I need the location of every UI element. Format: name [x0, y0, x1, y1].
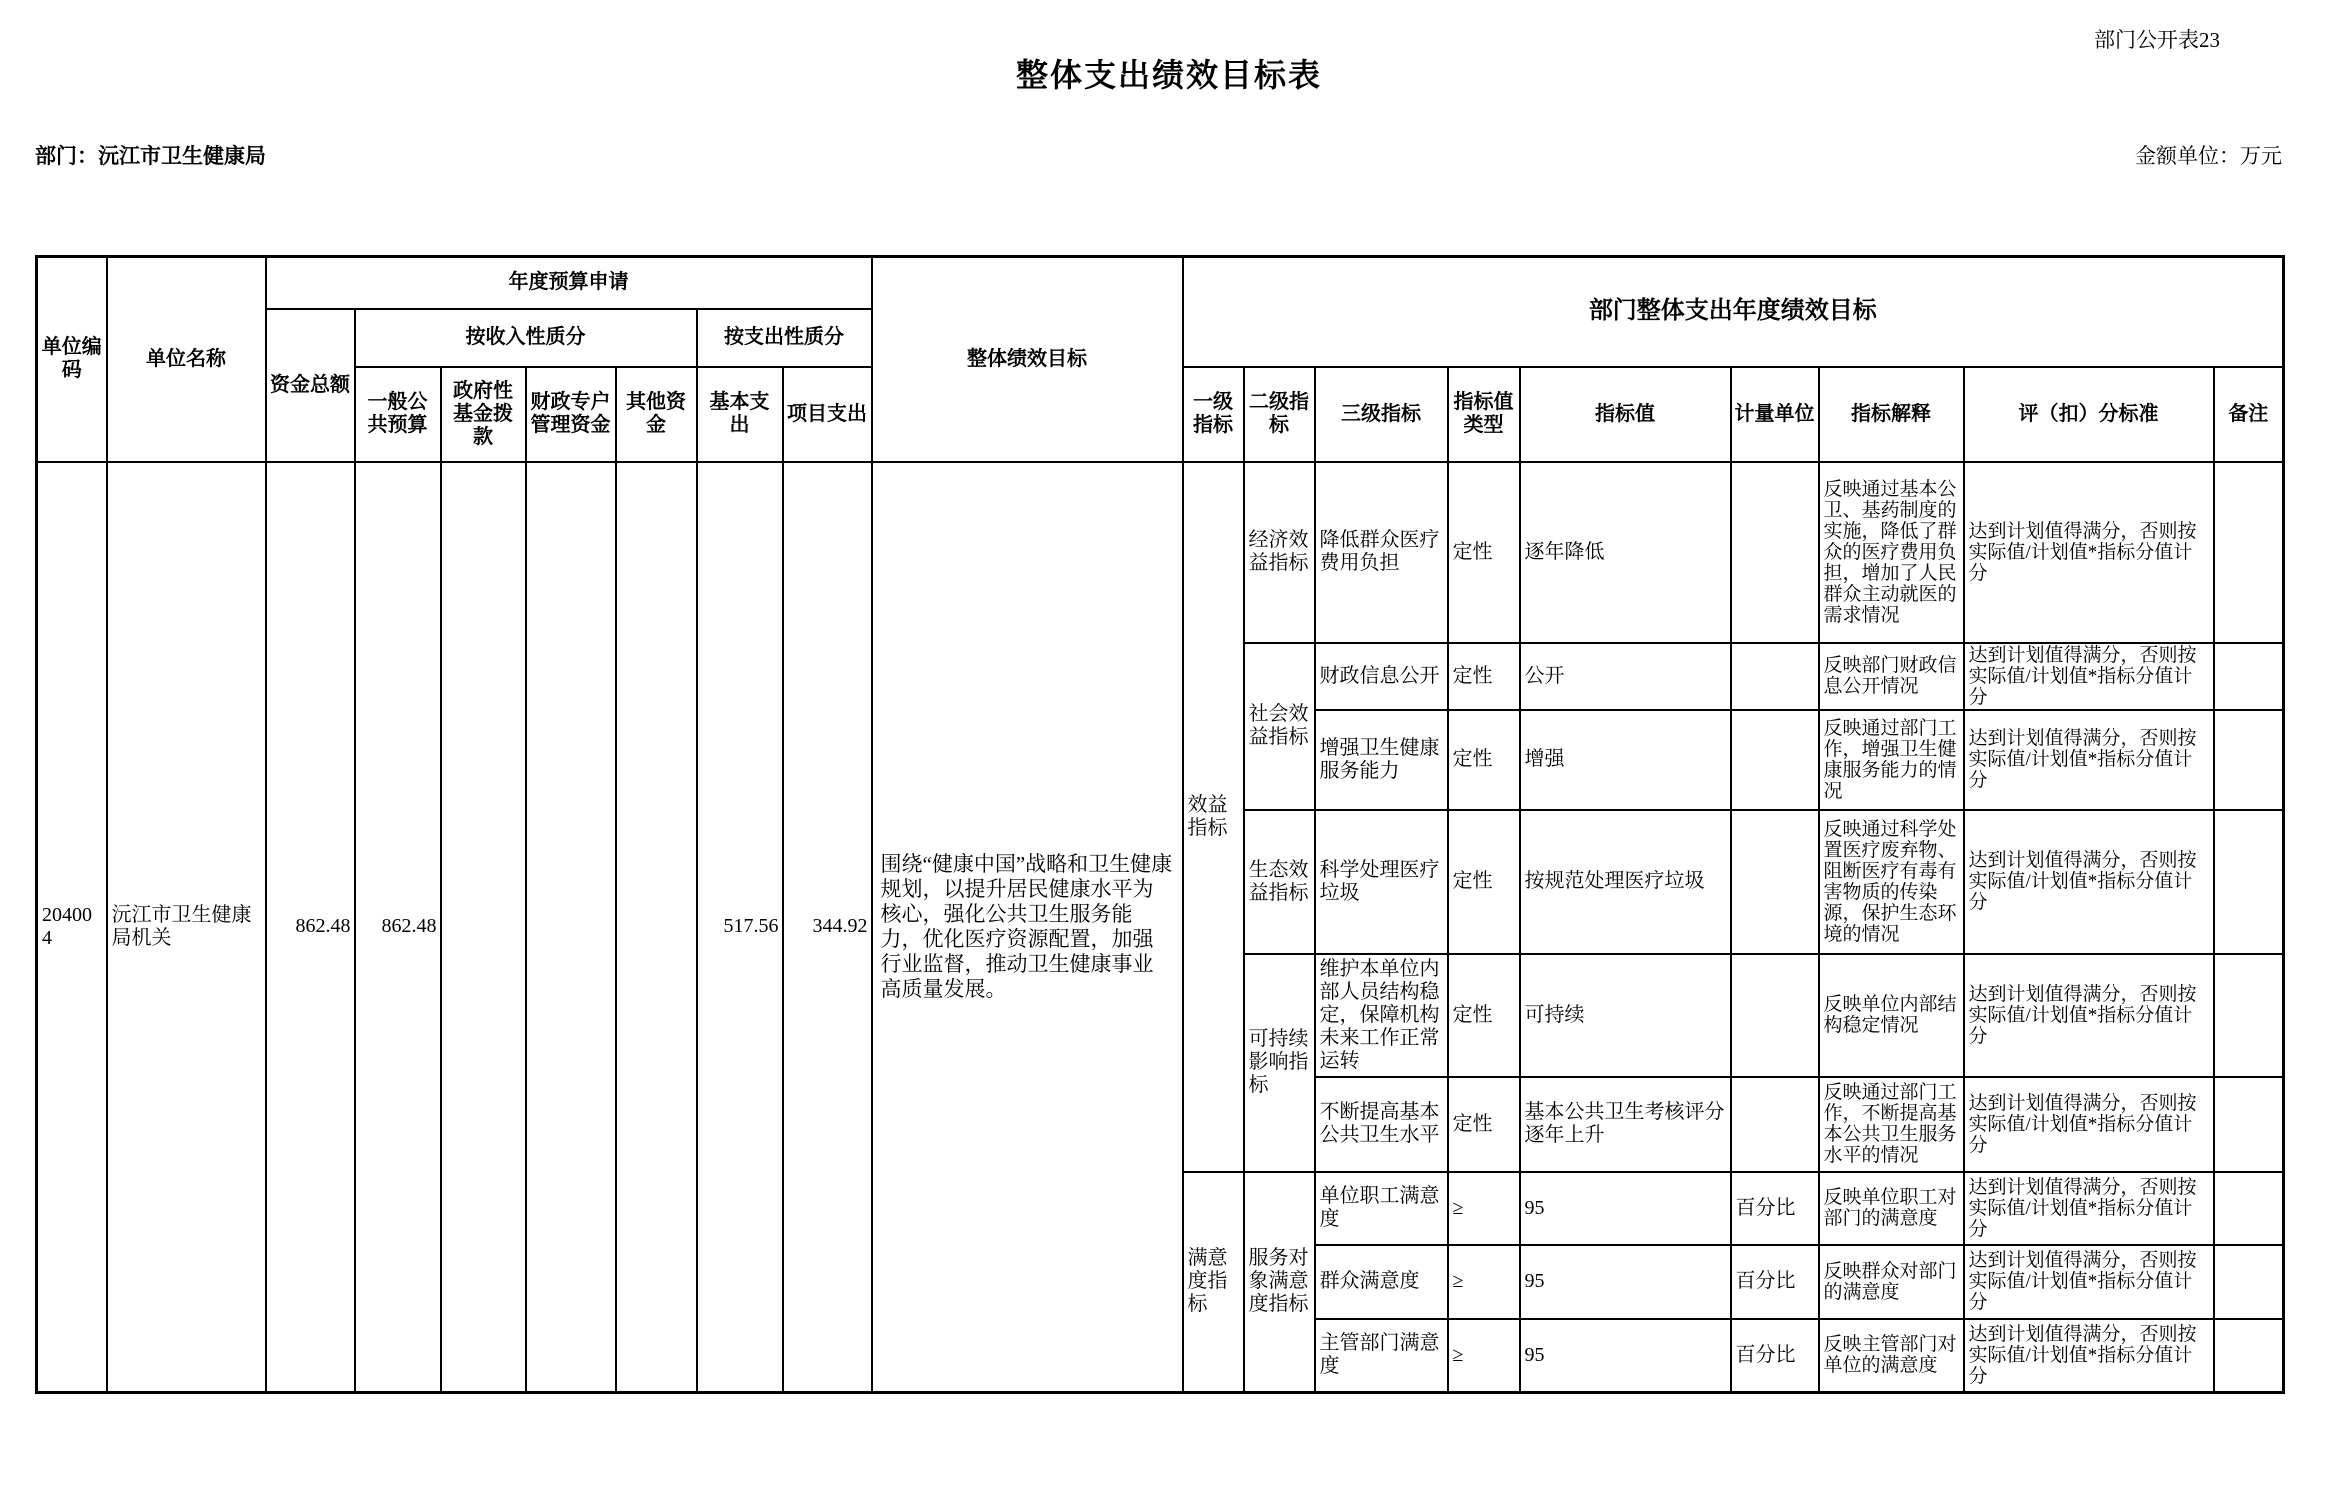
cell-general-public-budget: 862.48: [355, 462, 441, 1393]
cell-value: 增强: [1520, 710, 1731, 810]
cell-remark: [2214, 1077, 2284, 1172]
cell-level3: 不断提高基本公共卫生水平: [1315, 1077, 1448, 1172]
cell-explanation: 反映通过部门工作，增强卫生健康服务能力的情况: [1819, 710, 1964, 810]
cell-value-type: ≥: [1448, 1319, 1520, 1393]
cell-unit: [1731, 954, 1819, 1077]
cell-value: 95: [1520, 1172, 1731, 1245]
corner-note: 部门公开表23: [2094, 28, 2220, 52]
header-project-expenditure: 项目支出: [783, 367, 872, 462]
cell-level3: 主管部门满意度: [1315, 1319, 1448, 1393]
header-total-funds: 资金总额: [266, 309, 355, 462]
header-scoring: 评（扣）分标准: [1964, 367, 2214, 462]
cell-explanation: 反映部门财政信息公开情况: [1819, 643, 1964, 710]
cell-remark: [2214, 710, 2284, 810]
cell-level2-economic: 经济效益指标: [1244, 462, 1315, 643]
header-value: 指标值: [1520, 367, 1731, 462]
cell-remark: [2214, 954, 2284, 1077]
cell-value: 基本公共卫生考核评分逐年上升: [1520, 1077, 1731, 1172]
cell-explanation: 反映通过部门工作，不断提高基本公共卫生服务水平的情况: [1819, 1077, 1964, 1172]
header-dept-annual-target: 部门整体支出年度绩效目标: [1183, 257, 2284, 367]
header-basic-expenditure: 基本支出: [697, 367, 783, 462]
amount-unit-note: 金额单位：万元: [2135, 144, 2282, 168]
header-value-type: 指标值类型: [1448, 367, 1520, 462]
cell-other-funds: [616, 462, 697, 1393]
cell-level3: 降低群众医疗费用负担: [1315, 462, 1448, 643]
cell-remark: [2214, 462, 2284, 643]
cell-scoring: 达到计划值得满分，否则按实际值/计划值*指标分值计分: [1964, 1245, 2214, 1319]
cell-gov-fund: [441, 462, 526, 1393]
cell-value-type: 定性: [1448, 710, 1520, 810]
cell-scoring: 达到计划值得满分，否则按实际值/计划值*指标分值计分: [1964, 643, 2214, 710]
cell-scoring: 达到计划值得满分，否则按实际值/计划值*指标分值计分: [1964, 1319, 2214, 1393]
header-unit-code: 单位编码: [37, 257, 107, 462]
cell-project-expenditure: 344.92: [783, 462, 872, 1393]
header-unit-name: 单位名称: [107, 257, 266, 462]
header-explanation: 指标解释: [1819, 367, 1964, 462]
cell-level2-service-object: 服务对象满意度指标: [1244, 1172, 1315, 1393]
cell-value-type: 定性: [1448, 1077, 1520, 1172]
cell-fiscal-account: [526, 462, 616, 1393]
cell-explanation: 反映单位职工对部门的满意度: [1819, 1172, 1964, 1245]
cell-scoring: 达到计划值得满分，否则按实际值/计划值*指标分值计分: [1964, 1077, 2214, 1172]
cell-remark: [2214, 810, 2284, 954]
cell-level2-social: 社会效益指标: [1244, 643, 1315, 810]
header-by-income: 按收入性质分: [355, 309, 697, 367]
cell-unit: [1731, 810, 1819, 954]
cell-level3: 群众满意度: [1315, 1245, 1448, 1319]
cell-remark: [2214, 1172, 2284, 1245]
cell-scoring: 达到计划值得满分，否则按实际值/计划值*指标分值计分: [1964, 954, 2214, 1077]
department-line: 部门：沅江市卫生健康局: [35, 144, 266, 168]
cell-value: 可持续: [1520, 954, 1731, 1077]
cell-remark: [2214, 1319, 2284, 1393]
cell-scoring: 达到计划值得满分，否则按实际值/计划值*指标分值计分: [1964, 462, 2214, 643]
cell-unit-code: 204004: [37, 462, 107, 1393]
cell-unit: 百分比: [1731, 1319, 1819, 1393]
header-remark: 备注: [2214, 367, 2284, 462]
cell-value-type: 定性: [1448, 643, 1520, 710]
cell-value-type: 定性: [1448, 462, 1520, 643]
cell-scoring: 达到计划值得满分，否则按实际值/计划值*指标分值计分: [1964, 810, 2214, 954]
header-annual-budget: 年度预算申请: [266, 257, 872, 309]
header-by-expenditure: 按支出性质分: [697, 309, 872, 367]
cell-unit: 百分比: [1731, 1172, 1819, 1245]
cell-explanation: 反映群众对部门的满意度: [1819, 1245, 1964, 1319]
cell-value: 95: [1520, 1319, 1731, 1393]
header-fiscal-account: 财政专户管理资金: [526, 367, 616, 462]
cell-unit: [1731, 643, 1819, 710]
cell-value: 逐年降低: [1520, 462, 1731, 643]
cell-level2-sustainable: 可持续影响指标: [1244, 954, 1315, 1172]
cell-explanation: 反映单位内部结构稳定情况: [1819, 954, 1964, 1077]
header-overall-target: 整体绩效目标: [872, 257, 1183, 462]
cell-value-type: ≥: [1448, 1172, 1520, 1245]
cell-level1-benefit: 效益指标: [1183, 462, 1244, 1172]
header-unit: 计量单位: [1731, 367, 1819, 462]
header-level3: 三级指标: [1315, 367, 1448, 462]
cell-overall-target: 围绕“健康中国”战略和卫生健康规划，以提升居民健康水平为核心，强化公共卫生服务能力，优化医疗资源配置，加强行业监督，推动卫生健康事业高质量发展。: [872, 462, 1183, 1393]
cell-value-type: ≥: [1448, 1245, 1520, 1319]
cell-level3: 增强卫生健康服务能力: [1315, 710, 1448, 810]
cell-unit: 百分比: [1731, 1245, 1819, 1319]
header-gov-fund: 政府性基金拨款: [441, 367, 526, 462]
cell-scoring: 达到计划值得满分，否则按实际值/计划值*指标分值计分: [1964, 710, 2214, 810]
cell-explanation: 反映通过科学处置医疗废弃物、阻断医疗有毒有害物质的传染源，保护生态环境的情况: [1819, 810, 1964, 954]
cell-unit: [1731, 462, 1819, 643]
cell-level3: 单位职工满意度: [1315, 1172, 1448, 1245]
cell-value-type: 定性: [1448, 810, 1520, 954]
cell-value: 95: [1520, 1245, 1731, 1319]
cell-level3: 财政信息公开: [1315, 643, 1448, 710]
cell-explanation: 反映主管部门对单位的满意度: [1819, 1319, 1964, 1393]
cell-basic-expenditure: 517.56: [697, 462, 783, 1393]
cell-remark: [2214, 643, 2284, 710]
header-level1: 一级指标: [1183, 367, 1244, 462]
cell-value: 公开: [1520, 643, 1731, 710]
header-level2: 二级指标: [1244, 367, 1315, 462]
table-row: [37, 462, 2284, 643]
cell-unit-name: 沅江市卫生健康局机关: [107, 462, 266, 1393]
cell-level3: 维护本单位内部人员结构稳定，保障机构未来工作正常运转: [1315, 954, 1448, 1077]
cell-explanation: 反映通过基本公卫、基药制度的实施，降低了群众的医疗费用负担，增加了人民群众主动就医的需求情况: [1819, 462, 1964, 643]
cell-level2-ecological: 生态效益指标: [1244, 810, 1315, 954]
header-general-public-budget: 一般公共预算: [355, 367, 441, 462]
cell-unit: [1731, 1077, 1819, 1172]
cell-scoring: 达到计划值得满分，否则按实际值/计划值*指标分值计分: [1964, 1172, 2214, 1245]
cell-total-funds: 862.48: [266, 462, 355, 1393]
cell-remark: [2214, 1245, 2284, 1319]
cell-level1-satisfaction: 满意度指标: [1183, 1172, 1244, 1393]
header-other-funds: 其他资金: [616, 367, 697, 462]
cell-value: 按规范处理医疗垃圾: [1520, 810, 1731, 954]
page-title: 整体支出绩效目标表: [1015, 57, 1322, 93]
cell-value-type: 定性: [1448, 954, 1520, 1077]
cell-unit: [1731, 710, 1819, 810]
cell-level3: 科学处理医疗垃圾: [1315, 810, 1448, 954]
performance-target-table: [35, 255, 2285, 1394]
